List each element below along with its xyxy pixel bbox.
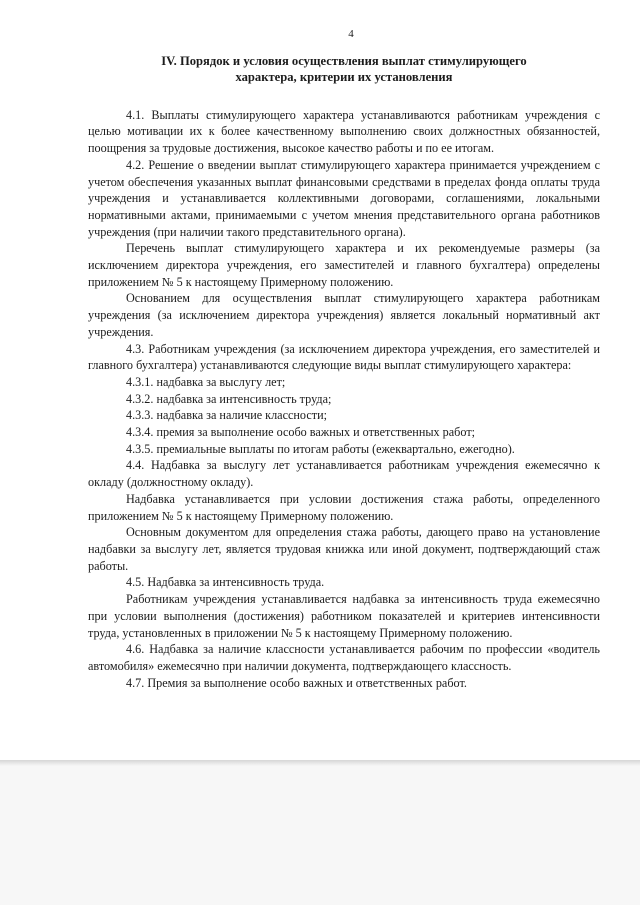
page-edge-shadow [0,760,640,766]
list-item-4-3-3: 4.3.3. надбавка за наличие классности; [126,408,327,423]
paragraph-4-3: 4.3. Работникам учреждения (за исключением директора учреждения, его заместителей и главного бухгалтера) устанавливаются следующие виды выплат стимулирующего характера: [88,341,600,373]
paragraph-4-1: 4.1. Выплаты стимулирующего характера устанавливаются работникам учреждения с целью мотивации их к более качественному выполнению своих должностных обязанностей, поощрения за трудовые достижения, высокое качество работы и по ее итогам. [88,107,600,156]
paragraph-4-5: 4.5. Надбавка за интенсивность труда. [126,575,325,590]
section-heading-line-2: характера, критерии их установления [235,69,453,84]
paragraph-basis: Основанием для осуществления выплат стимулирующего характера работникам учреждения (за исключением директора учреждения) является локальный нормативный акт учреждения. [88,291,600,339]
paragraph-4-2: 4.2. Решение о введении выплат стимулирующего характера принимается учреждением с учетом обеспечения указанных выплат финансовыми средствами в пределах фонда оплаты труда учреждения и устанавливается коллективными договорами, соглашениями, локальными нормативными актами, принимаемыми с учетом мнения представительного органа работников учреждения (при наличии такого представительного органа). [88,157,600,239]
page-number: 4 [348,28,354,40]
paragraph-4-4: 4.4. Надбавка за выслугу лет устанавливается работникам учреждения ежемесячно к окладу (должностному окладу). [88,458,600,490]
list-item-4-3-2: 4.3.2. надбавка за интенсивность труда; [126,391,332,406]
paragraph-intensity: Работникам учреждения устанавливается надбавка за интенсивность труда ежемесячно при условии выполнения (достижения) работником показателей и критериев интенсивности труда, установленных в приложении № 5 к настоящему Примерному положению. [88,592,600,640]
list-item-4-3-4: 4.3.4. премия за выполнение особо важных и ответственных работ; [126,425,476,440]
section-heading [88,53,600,85]
paragraph-payments-list: Перечень выплат стимулирующего характера и их рекомендуемые размеры (за исключением директора учреждения, его заместителей и главного бухгалтера) определены приложением № 5 к настоящему Примерному положению. [88,241,600,289]
paragraph-seniority-document: Основным документом для определения стажа работы, дающего право на установление надбавки за выслугу лет, является трудовая книжка или иной документ, подтверждающий стаж работы. [88,525,600,573]
paragraph-4-7: 4.7. Премия за выполнение особо важных и ответственных работ. [126,675,467,690]
paragraph-seniority-condition: Надбавка устанавливается при условии достижения стажа работы, определенного приложением № 5 к настоящему Примерному положению. [88,491,600,523]
paragraph-4-6: 4.6. Надбавка за наличие классности устанавливается рабочим по профессии «водитель автомобиля» ежемесячно при наличии документа, подтверждающего классность. [88,642,600,673]
section-heading-line-1: IV. Порядок и условия осуществления выплат стимулирующего [161,53,527,68]
list-item-4-3-1: 4.3.1. надбавка за выслугу лет; [126,374,286,389]
list-item-4-3-5: 4.3.5. премиальные выплаты по итогам работы (ежеквартально, ежегодно). [126,441,515,456]
